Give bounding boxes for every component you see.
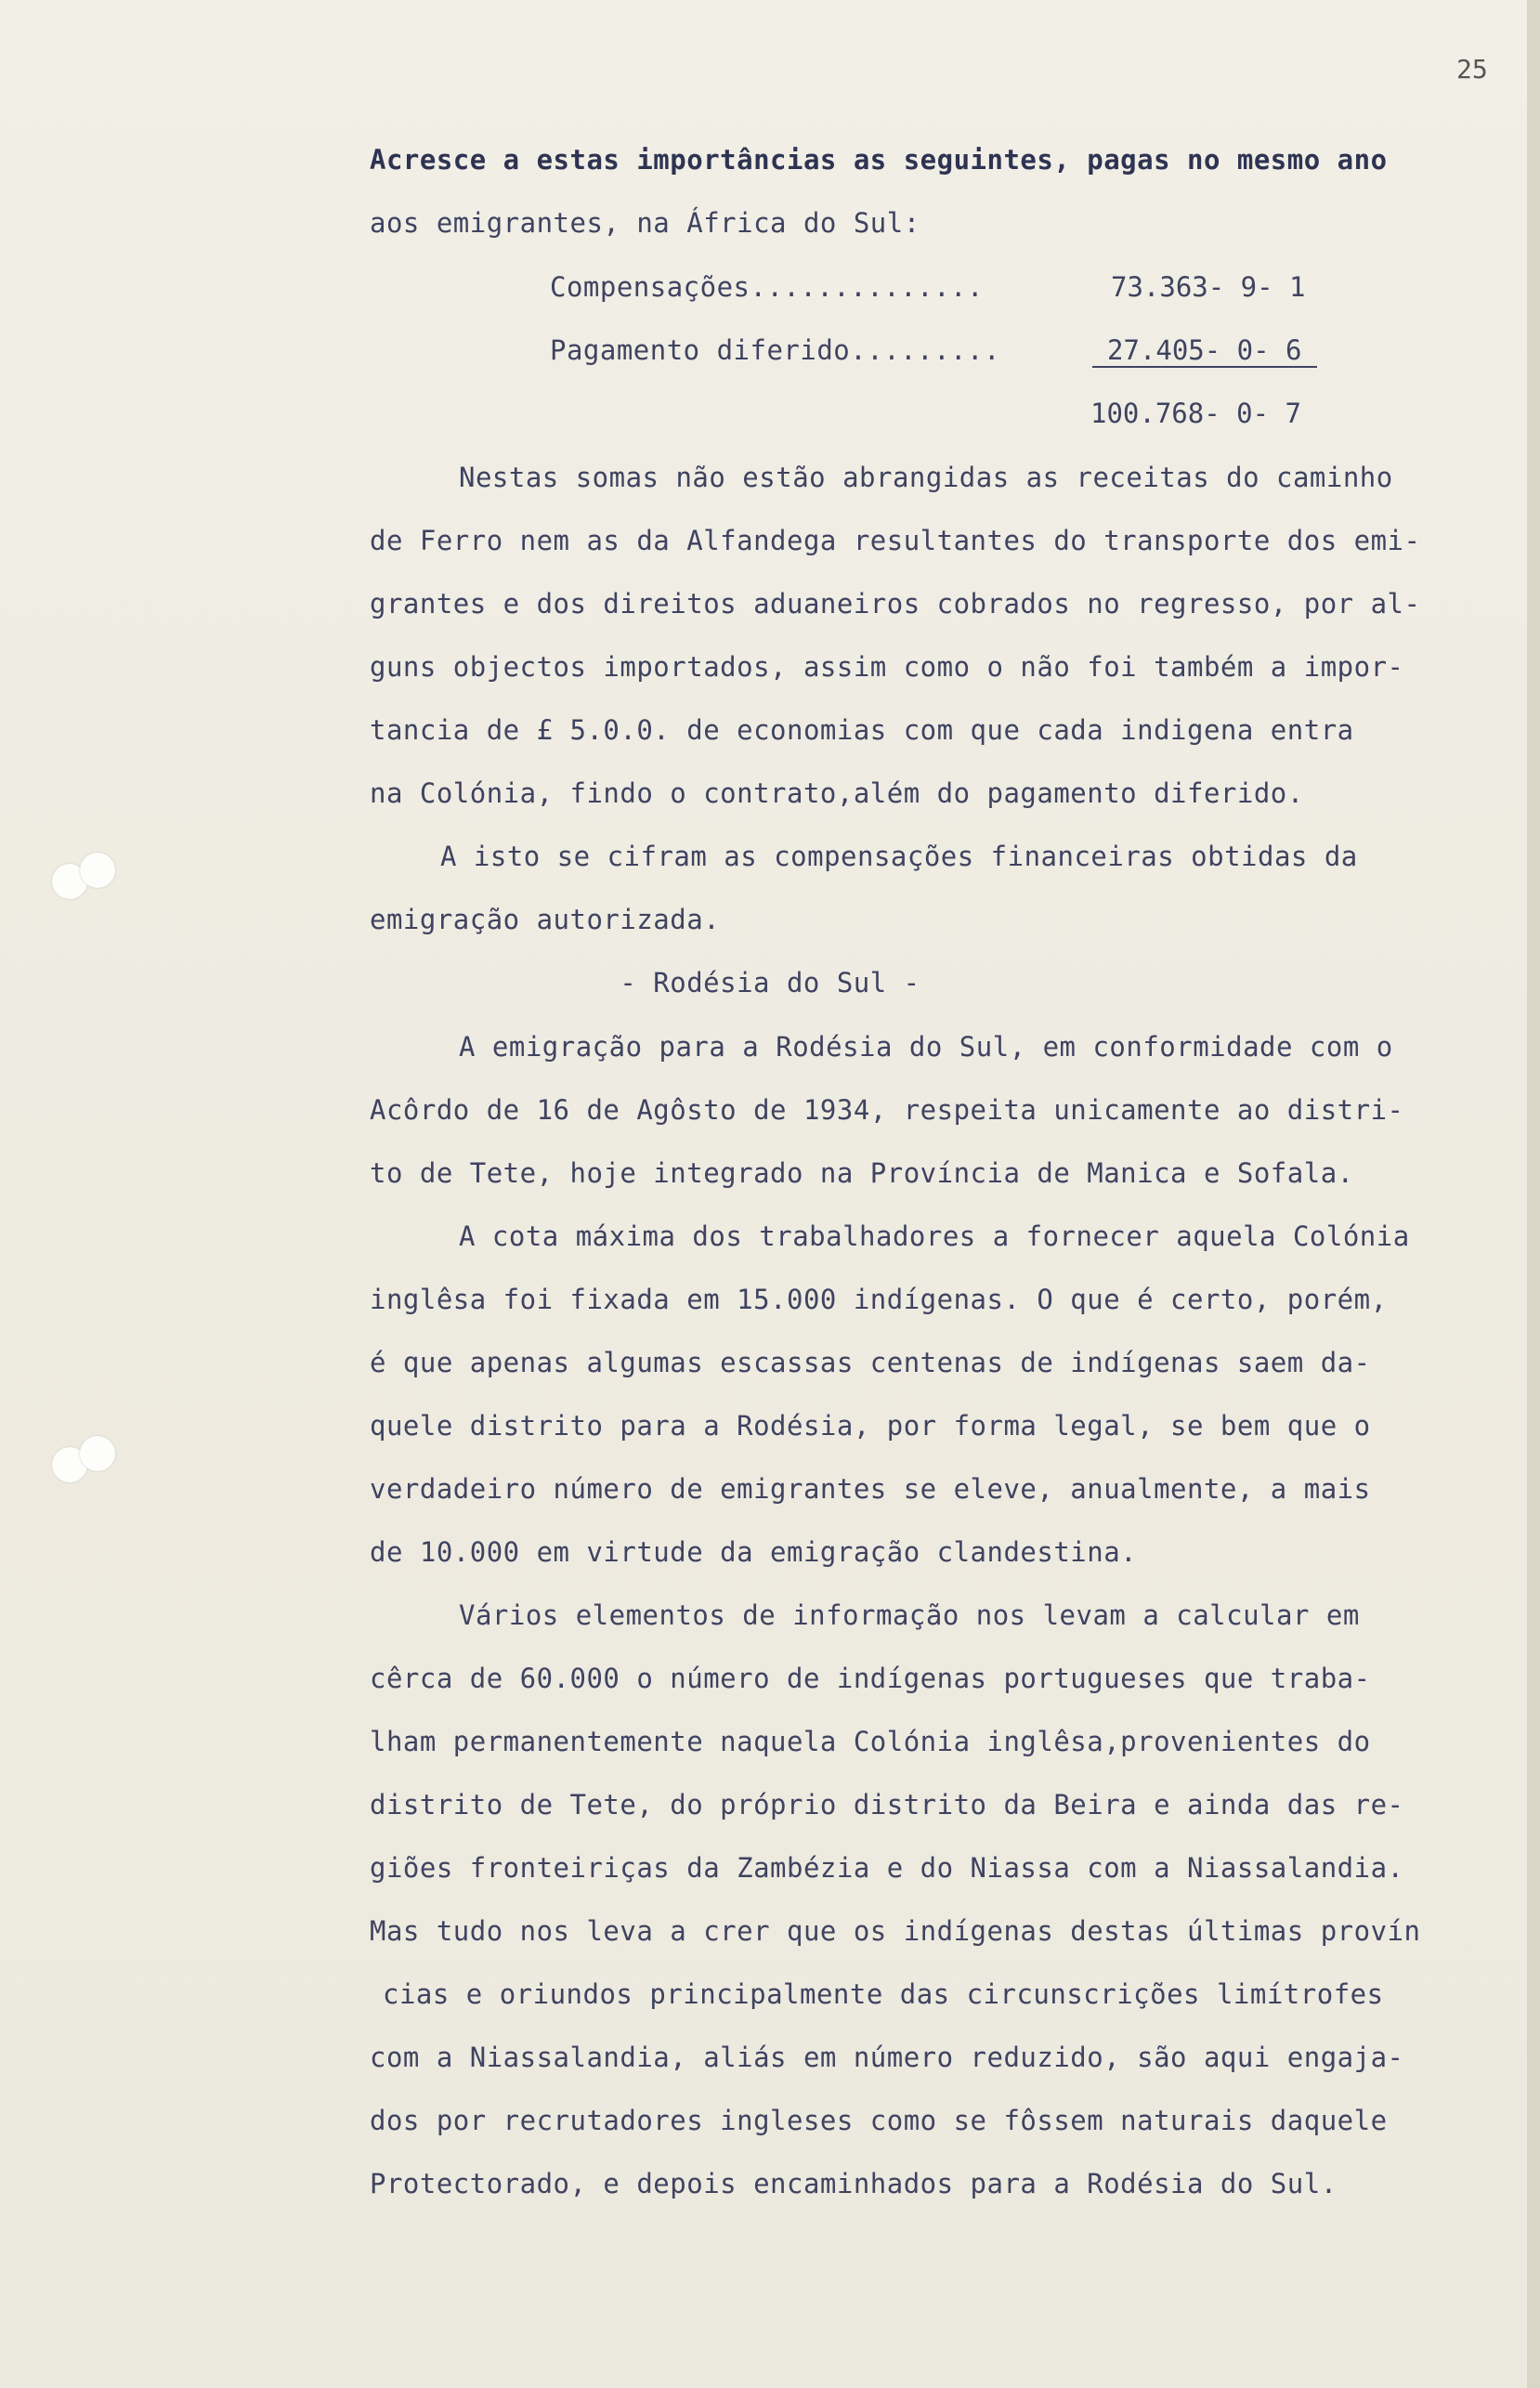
body-line: cias e oriundos principalmente das circunscrições limítrofes xyxy=(383,1978,1384,2010)
ledger-amount-pagamento: 27.405- 0- 6 xyxy=(1092,334,1317,368)
body-line: giões fronteiriças da Zambézia e do Niassa com a Niassalandia. xyxy=(370,1852,1404,1884)
body-line: grantes e dos direitos aduaneiros cobrados no regresso, por al- xyxy=(370,588,1421,620)
body-line: dos por recrutadores ingleses como se fôssem naturais daquele xyxy=(370,2105,1388,2136)
intro-line-1: Acresce a estas importâncias as seguintes, pagas no mesmo ano xyxy=(370,144,1388,176)
body-line: A isto se cifram as compensações financeiras obtidas da xyxy=(440,841,1358,872)
body-line: tancia de £ 5.0.0. de economias com que cada indigena entra xyxy=(370,714,1354,746)
ledger-label-pagamento: Pagamento diferido......... xyxy=(550,334,1000,366)
body-line: cêrca de 60.000 o número de indígenas portugueses que traba- xyxy=(370,1663,1371,1694)
ledger-total: 100.768- 0- 7 xyxy=(1090,398,1301,429)
ledger-amount-compensacoes: 73.363- 9- 1 xyxy=(1111,271,1306,303)
body-line: Vários elementos de informação nos levam a calcular em xyxy=(459,1599,1360,1631)
body-line: lham permanentemente naquela Colónia inglêsa,provenientes do xyxy=(370,1726,1371,1757)
body-line: inglêsa foi fixada em 15.000 indígenas. O que é certo, porém, xyxy=(370,1284,1388,1315)
paper-edge xyxy=(1527,0,1540,2388)
body-line: com a Niassalandia, aliás em número reduzido, são aqui engaja- xyxy=(370,2042,1404,2073)
body-line: to de Tete, hoje integrado na Província de Manica e Sofala. xyxy=(370,1157,1354,1189)
ledger-label-compensacoes: Compensações.............. xyxy=(550,271,984,303)
body-line: Acôrdo de 16 de Agôsto de 1934, respeita unicamente ao distri- xyxy=(370,1094,1404,1126)
body-line: A emigração para a Rodésia do Sul, em conformidade com o xyxy=(459,1031,1393,1063)
punch-hole-1b xyxy=(80,853,115,888)
intro-line-2: aos emigrantes, na África do Sul: xyxy=(370,207,920,239)
body-line: A cota máxima dos trabalhadores a fornecer aquela Colónia xyxy=(459,1220,1410,1252)
body-line: verdadeiro número de emigrantes se eleve, anualmente, a mais xyxy=(370,1473,1371,1505)
body-line: na Colónia, findo o contrato,além do pagamento diferido. xyxy=(370,777,1304,809)
body-line: Protectorado, e depois encaminhados para a Rodésia do Sul. xyxy=(370,2168,1338,2199)
body-line: Nestas somas não estão abrangidas as receitas do caminho xyxy=(459,462,1393,493)
body-line: de 10.000 em virtude da emigração clandestina. xyxy=(370,1536,1138,1568)
body-line: Mas tudo nos leva a crer que os indígenas destas últimas provín xyxy=(370,1915,1421,1947)
punch-hole-2b xyxy=(80,1436,115,1471)
body-line: quele distrito para a Rodésia, por forma legal, se bem que o xyxy=(370,1410,1371,1442)
body-line: guns objectos importados, assim como o não foi também a impor- xyxy=(370,651,1404,683)
body-line: é que apenas algumas escassas centenas de indígenas saem da- xyxy=(370,1347,1371,1378)
section-heading: - Rodésia do Sul - xyxy=(620,967,920,998)
page-number: 25 xyxy=(1456,54,1488,85)
body-line: emigração autorizada. xyxy=(370,904,721,935)
body-line: distrito de Tete, do próprio distrito da Beira e ainda das re- xyxy=(370,1789,1404,1820)
body-line: de Ferro nem as da Alfandega resultantes do transporte dos emi- xyxy=(370,525,1421,556)
